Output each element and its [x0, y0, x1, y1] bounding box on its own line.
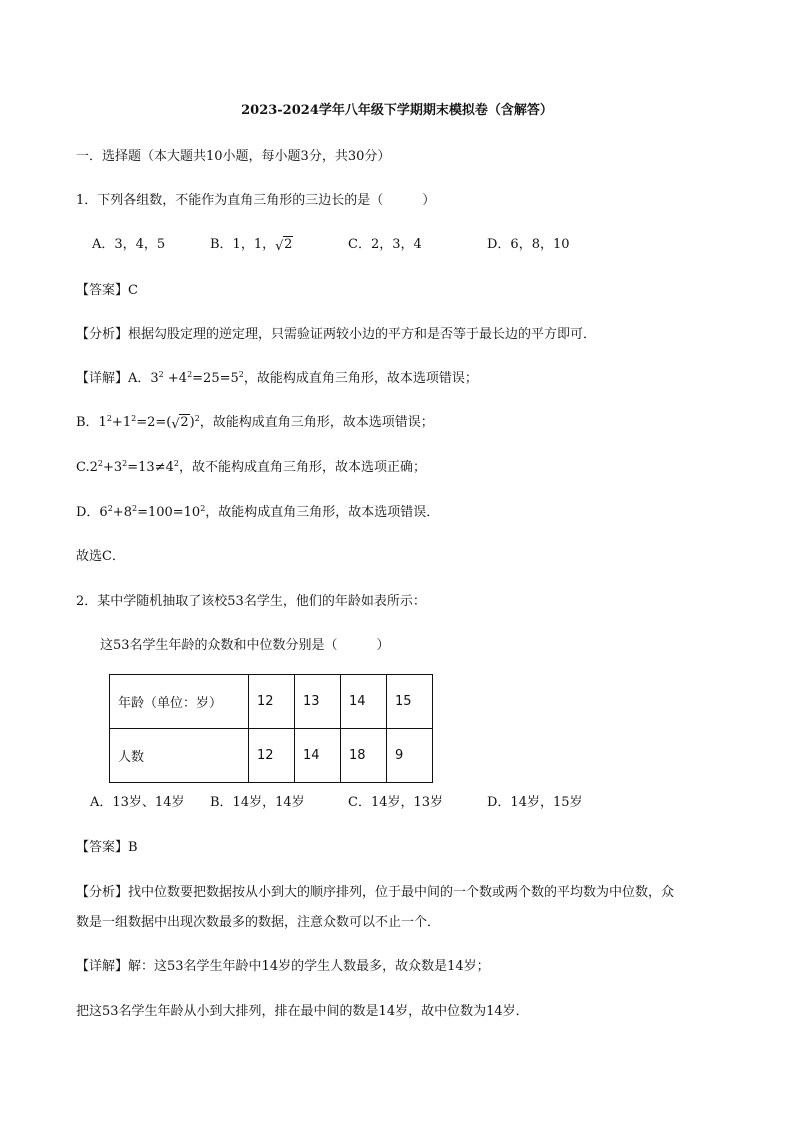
q1-answer: 【答案】C	[76, 283, 138, 298]
q2-subquestion: 这53名学生年龄的众数和中位数分别是（ ）	[100, 638, 390, 653]
q1-conclusion: 故选C．	[76, 549, 125, 564]
sqrt-symbol: √ 2	[275, 237, 293, 254]
q2-stem: 2．某中学随机抽取了该校53名学生，他们的年龄如表所示：	[76, 594, 426, 609]
q2-analysis-line2: 数是一组数据中出现次数最多的数据，注意众数可以不止一个．	[76, 915, 441, 930]
q1-option-b	[210, 235, 293, 255]
q2-option-a: A．13岁、14岁	[90, 795, 185, 810]
q1-option-a: A．3，4，5	[92, 237, 166, 252]
table-row	[110, 729, 433, 783]
q1-option-b-label: B．1，1，	[210, 237, 276, 252]
q2-analysis-line1: 【分析】找中位数要把数据按从小到大的顺序排列，位于最中间的一个数或两个数的平均数为中位数，众	[76, 885, 675, 900]
table-cell: 14	[341, 675, 387, 729]
q2-detail-line2: 把这53名学生年龄从小到大排列，排在最中间的数是14岁，故中位数为14岁．	[76, 1004, 529, 1019]
age-table	[109, 674, 433, 783]
table-cell: 13	[295, 675, 341, 729]
table-cell: 12	[249, 729, 295, 783]
q2-option-b: B．14岁，14岁	[210, 795, 305, 810]
table-cell: 14	[295, 729, 341, 783]
q1-detail-c: $C.2^2+3^2=13\ne 4^2$，故不能构成直角三角形，故本选项正确；	[76, 459, 426, 475]
q1-detail-a: 【详解】A．$3^2 +4^2=25=5^2$，故能构成直角三角形，故本选项错误；	[76, 370, 478, 386]
table-row	[110, 675, 433, 729]
q1-analysis: 【分析】根据勾股定理的逆定理，只需验证两较小边的平方和是否等于最长边的平方即可．	[76, 327, 597, 342]
q1-detail-b: B．$1^2+1^2=2=$( √ 2)$^2$，故能构成直角三角形，故本选项错误；	[76, 414, 434, 432]
q1-option-d: D．6，8，10	[487, 237, 570, 252]
table-cell: 15	[387, 675, 433, 729]
q2-answer: 【答案】B	[76, 840, 138, 855]
table-cell: 18	[341, 729, 387, 783]
section-heading: 一．选择题（本大题共10小题，每小题3分，共30分）	[76, 149, 391, 164]
q2-option-d: D．14岁，15岁	[487, 795, 583, 810]
table-header-age: 年龄（单位：岁）	[110, 675, 249, 729]
q1-stem: 1．下列各组数，不能作为直角三角形的三边长的是（ ）	[76, 193, 436, 208]
sqrt-symbol: √ 2	[171, 415, 189, 432]
sqrt-radicand: 2	[284, 237, 293, 252]
q1-detail-d: D．$6^2+8^2=100=10^2$，故能构成直角三角形，故本选项错误．	[76, 504, 440, 520]
q2-detail-line1: 【详解】解：这53名学生年龄中14岁的学生人数最多，故众数是14岁；	[76, 959, 490, 974]
page-title: 2023-2024学年八年级下学期期末模拟卷（含解答）	[241, 103, 553, 118]
table-cell: 12	[249, 675, 295, 729]
table-header-count: 人数	[110, 729, 249, 783]
q2-option-c: C．14岁，13岁	[348, 795, 444, 810]
q1-option-c: C．2，3，4	[348, 237, 422, 252]
table-cell: 9	[387, 729, 433, 783]
